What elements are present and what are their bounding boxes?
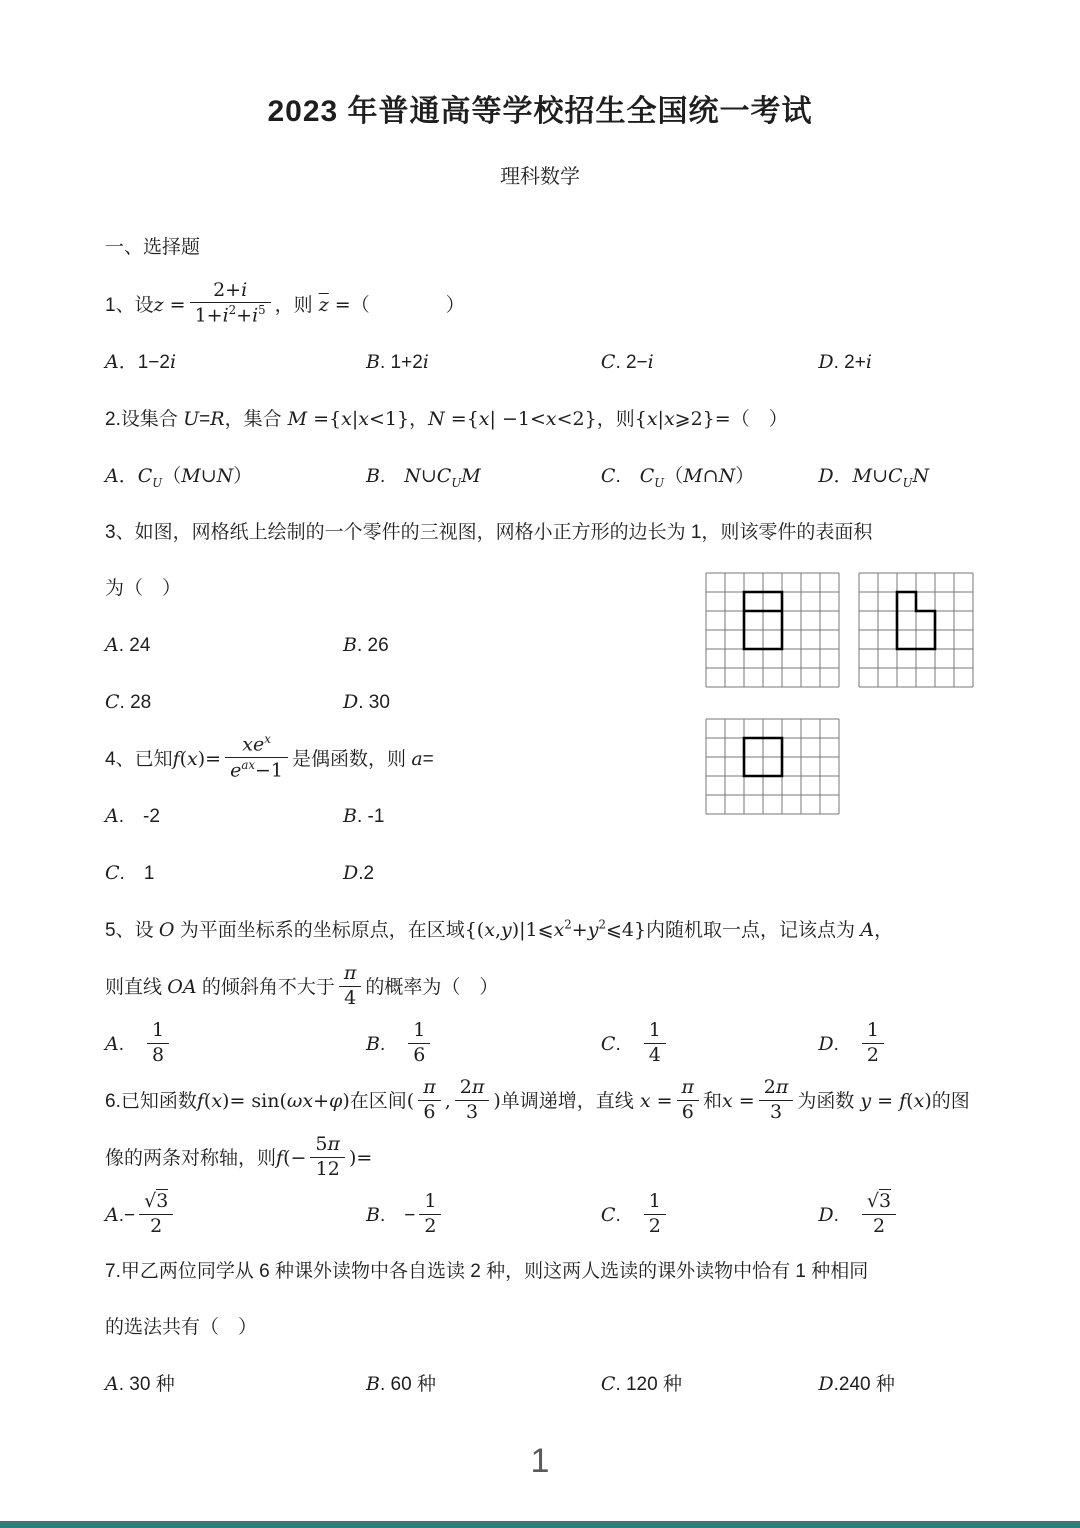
- option: A. 30 种: [105, 1373, 175, 1396]
- option: D. $\frac{1}{2}$: [818, 1016, 975, 1073]
- question-stem-continued: 像的两条对称轴，则f(− $\frac{5\pi}{12}$ )=: [105, 1133, 373, 1180]
- option: C. $C_U(M\cap N)$: [600, 464, 755, 490]
- question-stem: 1、设z = $\frac{2+i}{1+i^2+i^5}$ ，则 $\overline{z}$ =（ ）: [105, 278, 465, 327]
- q3-q4-text-column: [105, 561, 700, 902]
- option: B. $\frac{1}{6}$: [366, 1016, 601, 1073]
- question-5: [105, 902, 975, 1073]
- page-title: 2023 年普通高等学校招生全国统一考试: [267, 95, 813, 128]
- options-row: [105, 1356, 975, 1413]
- option: A. $\frac{1}{8}$: [105, 1016, 366, 1073]
- front-view-figure: [704, 571, 841, 695]
- option: B. 60 种: [366, 1373, 436, 1396]
- option: C. 28: [105, 690, 152, 713]
- bottom-bar: [0, 1521, 1080, 1528]
- option: A．1−2i: [105, 350, 177, 373]
- question-2: [105, 391, 975, 505]
- options-row: [105, 788, 700, 845]
- question-stem: 4、已知f(x)= $\frac{xe^x}{e^{ax}-1}$ 是偶函数，则 a=: [105, 732, 434, 782]
- section-heading: 一、选择题: [105, 237, 201, 258]
- option: B. − $\frac{1}{2}$: [366, 1187, 601, 1244]
- question-stem-continued: 则直线 OA 的倾斜角不大于 $\frac{\pi}{4}$ 的概率为（ ）: [105, 961, 499, 1009]
- option: C. 2−i: [600, 350, 654, 373]
- top-view-figure: [704, 717, 841, 822]
- option: B. -1: [343, 805, 385, 828]
- option: D. 2+i: [818, 350, 872, 373]
- option: D．$M\cup C_UN$: [818, 464, 930, 490]
- page-subtitle: 理科数学: [500, 166, 580, 188]
- page-number: 1: [530, 1441, 550, 1480]
- question-4: [105, 731, 700, 902]
- option: C. 1: [105, 862, 155, 885]
- question-stem: 7.甲乙两位同学从 6 种课外读物中各自选读 2 种，则这两人选读的课外读物中恰有 1 种相同: [105, 1261, 869, 1283]
- option: D. $\frac{√3}{2}$: [818, 1187, 975, 1244]
- question-3: [105, 505, 975, 902]
- options-row: [105, 617, 700, 674]
- question-stem: 5、设 O 为平面坐标系的坐标原点，在区域$\{(x,y)|1⩽x^2+y^2⩽4\}$内随机取一点，记该点为 A，: [105, 917, 894, 942]
- options-row: [105, 1016, 975, 1073]
- option: A. 24: [105, 633, 151, 656]
- option: C. $\frac{1}{4}$: [601, 1016, 819, 1073]
- question-6: [105, 1073, 975, 1244]
- option: B. 26: [343, 633, 389, 656]
- options-row: [105, 845, 700, 902]
- question-1: [105, 277, 975, 391]
- options-row: [105, 674, 700, 731]
- question-stem: 2.设集合 U=R，集合 M ={x|x<1}，N ={x| −1<x<2}，则{x|x⩾2}=（ ）: [105, 407, 788, 430]
- option: A.− $\frac{√3}{2}$: [105, 1187, 366, 1244]
- question-7: [105, 1244, 975, 1413]
- top-figure-row: [704, 571, 975, 695]
- options-row: [105, 1187, 975, 1244]
- option: C. $\frac{1}{2}$: [601, 1187, 819, 1244]
- question-stem-continued: 为（ ）: [105, 577, 182, 599]
- options-row: [105, 334, 975, 391]
- q3-q4-region: [105, 561, 975, 902]
- option: C. 120 种: [600, 1373, 682, 1396]
- option: B. 1+2i: [366, 350, 429, 373]
- option: A．$C_U(M\cup N)$: [105, 464, 253, 490]
- three-view-figures: [700, 561, 975, 822]
- option: D.2: [343, 862, 375, 885]
- question-stem: 6.已知函数f(x)= sin(ωx+φ)在区间( $\frac{\pi}{6}$ , $\frac{2\pi}{3}$ )单调递增，直线 x = $\frac{\pi}{6}$ 和x = $\frac{2\pi}{3}$ 为函数 y = f(x)的图: [105, 1075, 970, 1123]
- option: D. 30: [343, 690, 390, 713]
- option: A. -2: [105, 805, 160, 828]
- side-view-figure: [857, 571, 975, 695]
- options-row: [105, 448, 975, 505]
- question-stem: 3、如图，网格纸上绘制的一个零件的三视图，网格小正方形的边长为 1，则该零件的表面积: [105, 521, 873, 543]
- option: B. $N\cup C_UM$: [366, 464, 481, 490]
- option: D.240 种: [818, 1373, 895, 1396]
- question-stem-continued: 的选法共有（ ）: [105, 1317, 258, 1339]
